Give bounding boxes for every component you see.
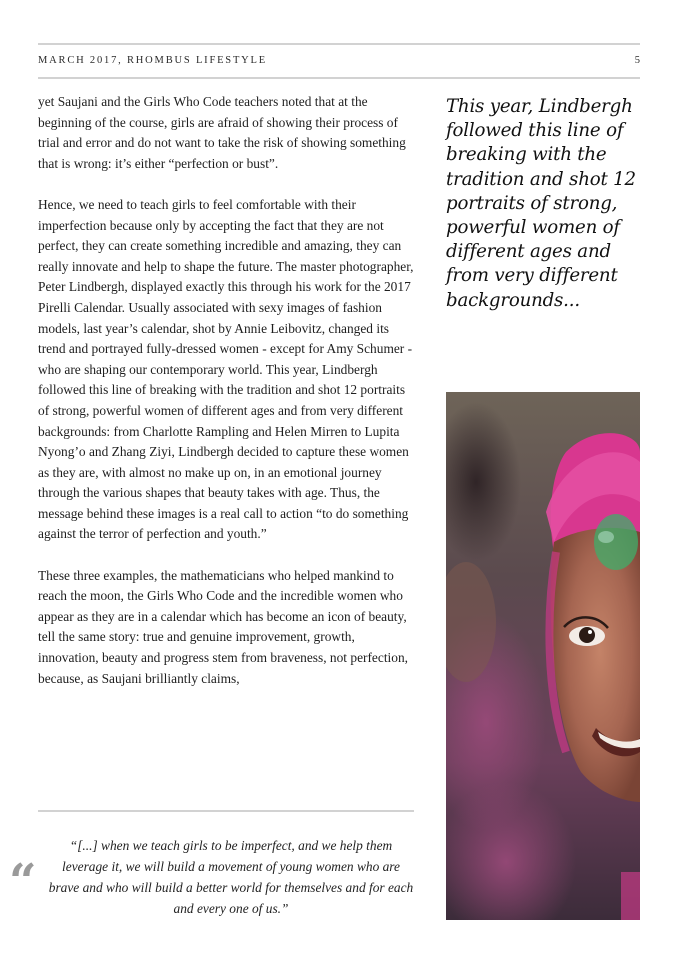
article-paragraph: yet Saujani and the Girls Who Code teachers noted that at the beginning of the course, girls are afraid of showing their process of trial and error and do not want to take the risk of showing something that is wrong: it’s either “perfection or bust”. xyxy=(38,94,406,171)
article-body xyxy=(38,92,414,710)
article-paragraph: These three examples, the mathematicians who helped mankind to reach the moon, the Girls Who Code and the incredible women who appear as they are in a calendar which has become an icon of beauty, tell the same story: true and genuine improvement, growth, innovation, beauty and progress stem from braveness, not perfection, because, as Saujani brilliantly claims, xyxy=(38,567,409,686)
quote-divider xyxy=(38,810,414,812)
pull-quote: This year, Lindbergh followed this line of breaking with the tradition and shot 12 portraits of strong, powerful women of different ages and from very different backgrounds... xyxy=(446,96,636,311)
page-number: 5 xyxy=(634,55,640,66)
header-top-rule xyxy=(38,43,640,45)
closing-quote: “[...] when we teach girls to be imperfect, and we help them leverage it, we will build a movement of young women who are brave and who will build a better world for themselves and for each and every one of us.” xyxy=(48,838,414,916)
article-paragraph: Hence, we need to teach girls to feel comfortable with their imperfection because only by accepting the fact that they are not perfect, they can create something incredible and amazing, they can really innovate and help to shape the future. The master photographer, Peter Lindbergh, displayed exactly this through his work for the 2017 Pirelli Calendar. Usually associated with sexy images of fashion models, last year’s calendar, shot by Annie Leibovitz, changed its trend and portrayed fully-dressed women - except for Amy Schumer - who are shaping our contemporary world. This year, Lindbergh followed this line of breaking with the tradition and shot 12 portraits of strong, powerful women of different ages and from very different backgrounds: from Charlotte Rampling and Helen Mirren to Lupita Nyong’o and Zhang Ziyi, Lindbergh decided to capture these women as they are, with almost no make up on, in an emotional journey through the various shapes that beauty takes with age. Thus, the message behind these images is a real call to action “to do something against the terror of perfection and youth.” xyxy=(38,196,414,542)
photo-girl-smiling-colored-powder xyxy=(446,392,640,920)
publication-title: MARCH 2017, RHOMBUS LIFESTYLE xyxy=(38,55,267,66)
header-bottom-rule xyxy=(38,77,640,79)
article-photo xyxy=(446,392,640,920)
quotation-mark-icon: “ xyxy=(9,854,37,910)
page-header xyxy=(38,55,640,69)
